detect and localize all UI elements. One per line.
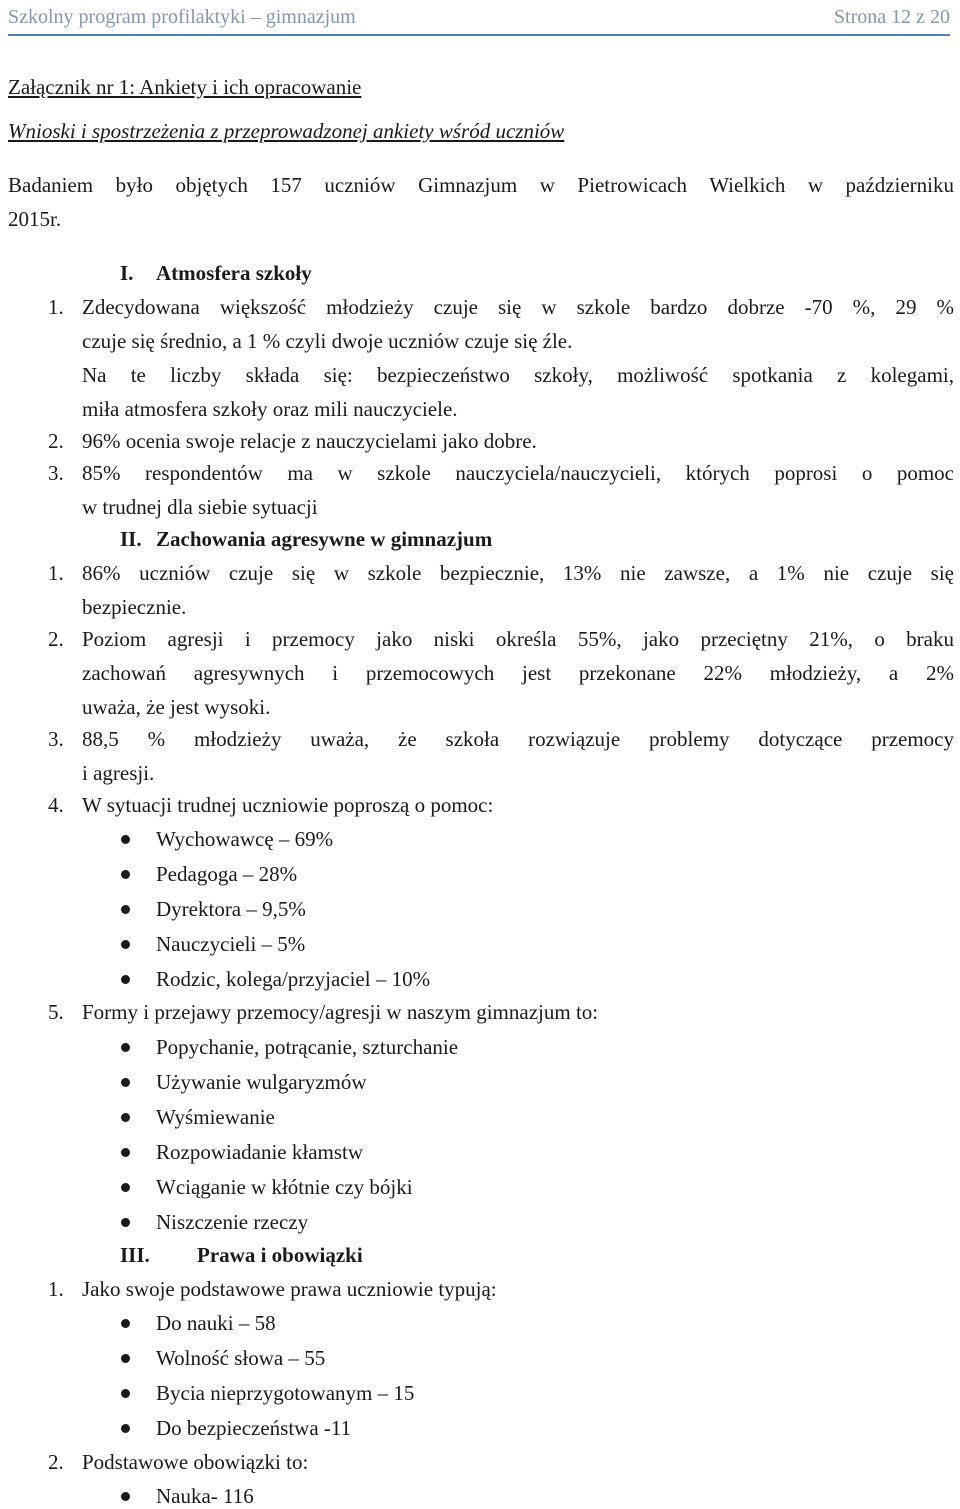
s3-item-1-number: 1. xyxy=(48,1277,64,1301)
s2-item-5-number: 5. xyxy=(48,1000,64,1024)
s2-item-1-line-2: bezpiecznie. xyxy=(82,595,187,619)
s1-item-1-line-1: Zdecydowana większość młodzieży czuje się w szkole bardzo dobrze -70 %, 29 % xyxy=(82,295,954,319)
section-1-title: Atmosfera szkoły xyxy=(156,261,312,285)
s2-item-4-line-1: W sytuacji trudnej uczniowie poproszą o pomoc: xyxy=(82,793,494,817)
s1-item-2-line-1: 96% ocenia swoje relacje z nauczycielami jako dobre. xyxy=(82,429,537,453)
bullet-icon xyxy=(121,1389,130,1398)
survey-subtitle: Wnioski i spostrzeżenia z przeprowadzonej ankiety wśród uczniów xyxy=(8,119,565,143)
list-item: Rozpowiadanie kłamstw xyxy=(156,1140,364,1164)
s2-item-3-line-2: i agresji. xyxy=(82,761,155,785)
bullet-icon xyxy=(121,870,130,879)
s2-item-5-line-1: Formy i przejawy przemocy/agresji w naszym gimnazjum to: xyxy=(82,1000,599,1024)
bullet-icon xyxy=(121,1078,130,1087)
list-item: Nauka- 116 xyxy=(156,1484,254,1508)
s2-item-3-number: 3. xyxy=(48,727,64,751)
s3-item-1-line-1: Jako swoje podstawowe prawa uczniowie typują: xyxy=(82,1277,497,1301)
list-item: Wyśmiewanie xyxy=(156,1105,275,1129)
s1-item-3-line-1: 85% respondentów ma w szkole nauczyciela/nauczycieli, których poprosi o pomoc xyxy=(82,461,954,485)
s1-item-1-line-4: miła atmosfera szkoły oraz mili nauczyciele. xyxy=(82,397,458,421)
list-item: Do nauki – 58 xyxy=(156,1311,276,1335)
s3-item-2-line-1: Podstawowe obowiązki to: xyxy=(82,1450,309,1474)
bullet-icon xyxy=(121,1148,130,1157)
bullet-icon xyxy=(121,940,130,949)
list-item: Pedagoga – 28% xyxy=(156,862,298,886)
s1-item-1-number: 1. xyxy=(48,295,64,319)
list-item: Do bezpieczeństwa -11 xyxy=(156,1416,352,1440)
bullet-icon xyxy=(121,1492,130,1501)
bullet-icon xyxy=(121,1319,130,1328)
s1-item-1-line-2: czuje się średnio, a 1 % czyli dwoje uczniów czuje się źle. xyxy=(82,329,573,353)
section-2-roman: II. xyxy=(120,527,142,551)
page-header xyxy=(8,0,950,36)
bullet-icon xyxy=(121,1043,130,1052)
section-2-title: Zachowania agresywne w gimnazjum xyxy=(156,527,493,551)
s2-item-3-line-1: 88,5 % młodzieży uważa, że szkoła rozwiązuje problemy dotyczące przemocy xyxy=(82,727,954,751)
section-3-title: Prawa i obowiązki xyxy=(197,1243,363,1267)
bullet-icon xyxy=(121,1183,130,1192)
list-item: Rodzic, kolega/przyjaciel – 10% xyxy=(156,967,431,991)
s2-item-2-line-3: uważa, że jest wysoki. xyxy=(82,695,271,719)
annex-title: Załącznik nr 1: Ankiety i ich opracowanie xyxy=(8,75,362,99)
bullet-icon xyxy=(121,905,130,914)
bullet-icon xyxy=(121,1113,130,1122)
s3-item-2-number: 2. xyxy=(48,1450,64,1474)
list-item: Dyrektora – 9,5% xyxy=(156,897,306,921)
list-item: Wychowawcę – 69% xyxy=(156,827,334,851)
bullet-icon xyxy=(121,835,130,844)
list-item: Nauczycieli – 5% xyxy=(156,932,306,956)
s1-item-3-line-2: w trudnej dla siebie sytuacji xyxy=(82,495,318,519)
section-1-roman: I. xyxy=(120,261,134,285)
s2-item-2-line-2: zachowań agresywnych i przemocowych jest przekonane 22% młodzieży, a 2% xyxy=(82,661,954,685)
s1-item-2-number: 2. xyxy=(48,429,64,453)
list-item: Bycia nieprzygotowanym – 15 xyxy=(156,1381,415,1405)
s1-item-1-line-3: Na te liczby składa się: bezpieczeństwo szkoły, możliwość spotkania z kolegami, xyxy=(82,363,954,387)
bullet-icon xyxy=(121,975,130,984)
list-item: Niszczenie rzeczy xyxy=(156,1210,309,1234)
s2-item-2-number: 2. xyxy=(48,627,64,651)
bullet-icon xyxy=(121,1218,130,1227)
s2-item-1-line-1: 86% uczniów czuje się w szkole bezpiecznie, 13% nie zawsze, a 1% nie czuje się xyxy=(82,561,954,585)
header-page-number: Strona 12 z 20 xyxy=(833,5,950,28)
list-item: Popychanie, potrącanie, szturchanie xyxy=(156,1035,459,1059)
bullet-icon xyxy=(121,1424,130,1433)
s2-item-1-number: 1. xyxy=(48,561,64,585)
header-document-title: Szkolny program profilaktyki – gimnazjum xyxy=(8,5,356,28)
section-3-roman: III. xyxy=(120,1243,150,1267)
intro-line-2: 2015r. xyxy=(8,207,62,231)
s2-item-4-number: 4. xyxy=(48,793,64,817)
intro-line-1: Badaniem było objętych 157 uczniów Gimnazjum w Pietrowicach Wielkich w październiku xyxy=(8,173,954,197)
list-item: Wciąganie w kłótnie czy bójki xyxy=(156,1175,413,1199)
s2-item-2-line-1: Poziom agresji i przemocy jako niski określa 55%, jako przeciętny 21%, o braku xyxy=(82,627,954,651)
bullet-icon xyxy=(121,1354,130,1363)
list-item: Wolność słowa – 55 xyxy=(156,1346,326,1370)
s1-item-3-number: 3. xyxy=(48,461,64,485)
list-item: Używanie wulgaryzmów xyxy=(156,1070,367,1094)
